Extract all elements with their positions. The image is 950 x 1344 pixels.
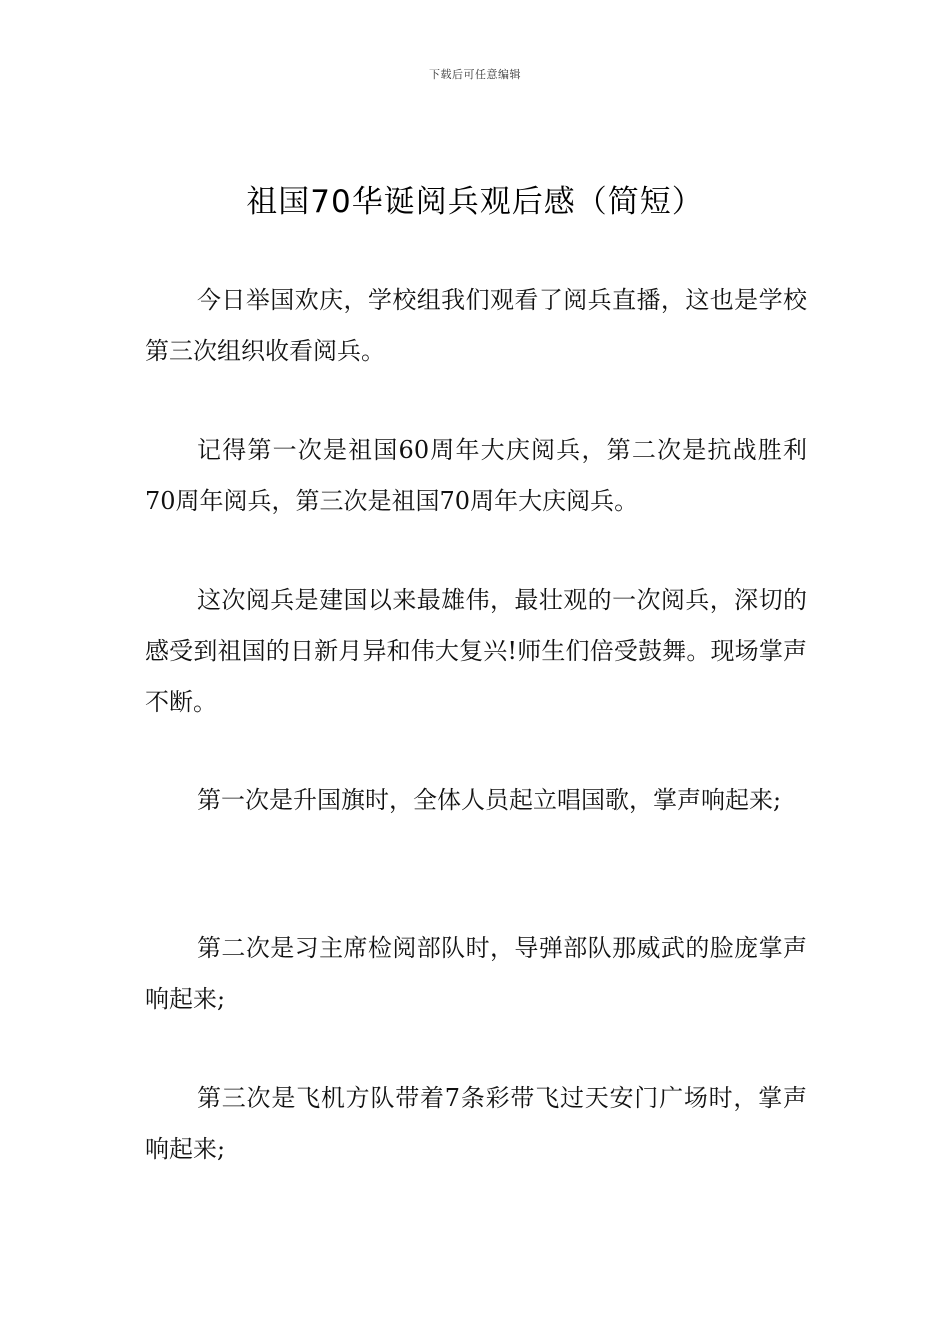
paragraph: 这次阅兵是建国以来最雄伟，最壮观的一次阅兵，深切的感受到祖国的日新月异和伟大复兴!师生们倍受鼓舞。现场掌声不断。 <box>145 586 807 716</box>
paragraph: 第一次是升国旗时，全体人员起立唱国歌，掌声响起来; <box>197 786 782 814</box>
header-note: 下载后可任意编辑 <box>429 68 521 81</box>
document-title: 祖国70华诞阅兵观后感（简短） <box>246 184 704 220</box>
paragraph: 记得第一次是祖国60周年大庆阅兵，第二次是抗战胜利70周年阅兵，第三次是祖国70周年大庆阅兵。 <box>145 436 807 515</box>
paragraph: 第二次是习主席检阅部队时，导弹部队那威武的脸庞掌声响起来; <box>145 934 807 1013</box>
paragraph: 第三次是飞机方队带着7条彩带飞过天安门广场时，掌声响起来; <box>145 1084 807 1163</box>
paragraph: 今日举国欢庆，学校组我们观看了阅兵直播，这也是学校第三次组织收看阅兵。 <box>145 286 807 365</box>
